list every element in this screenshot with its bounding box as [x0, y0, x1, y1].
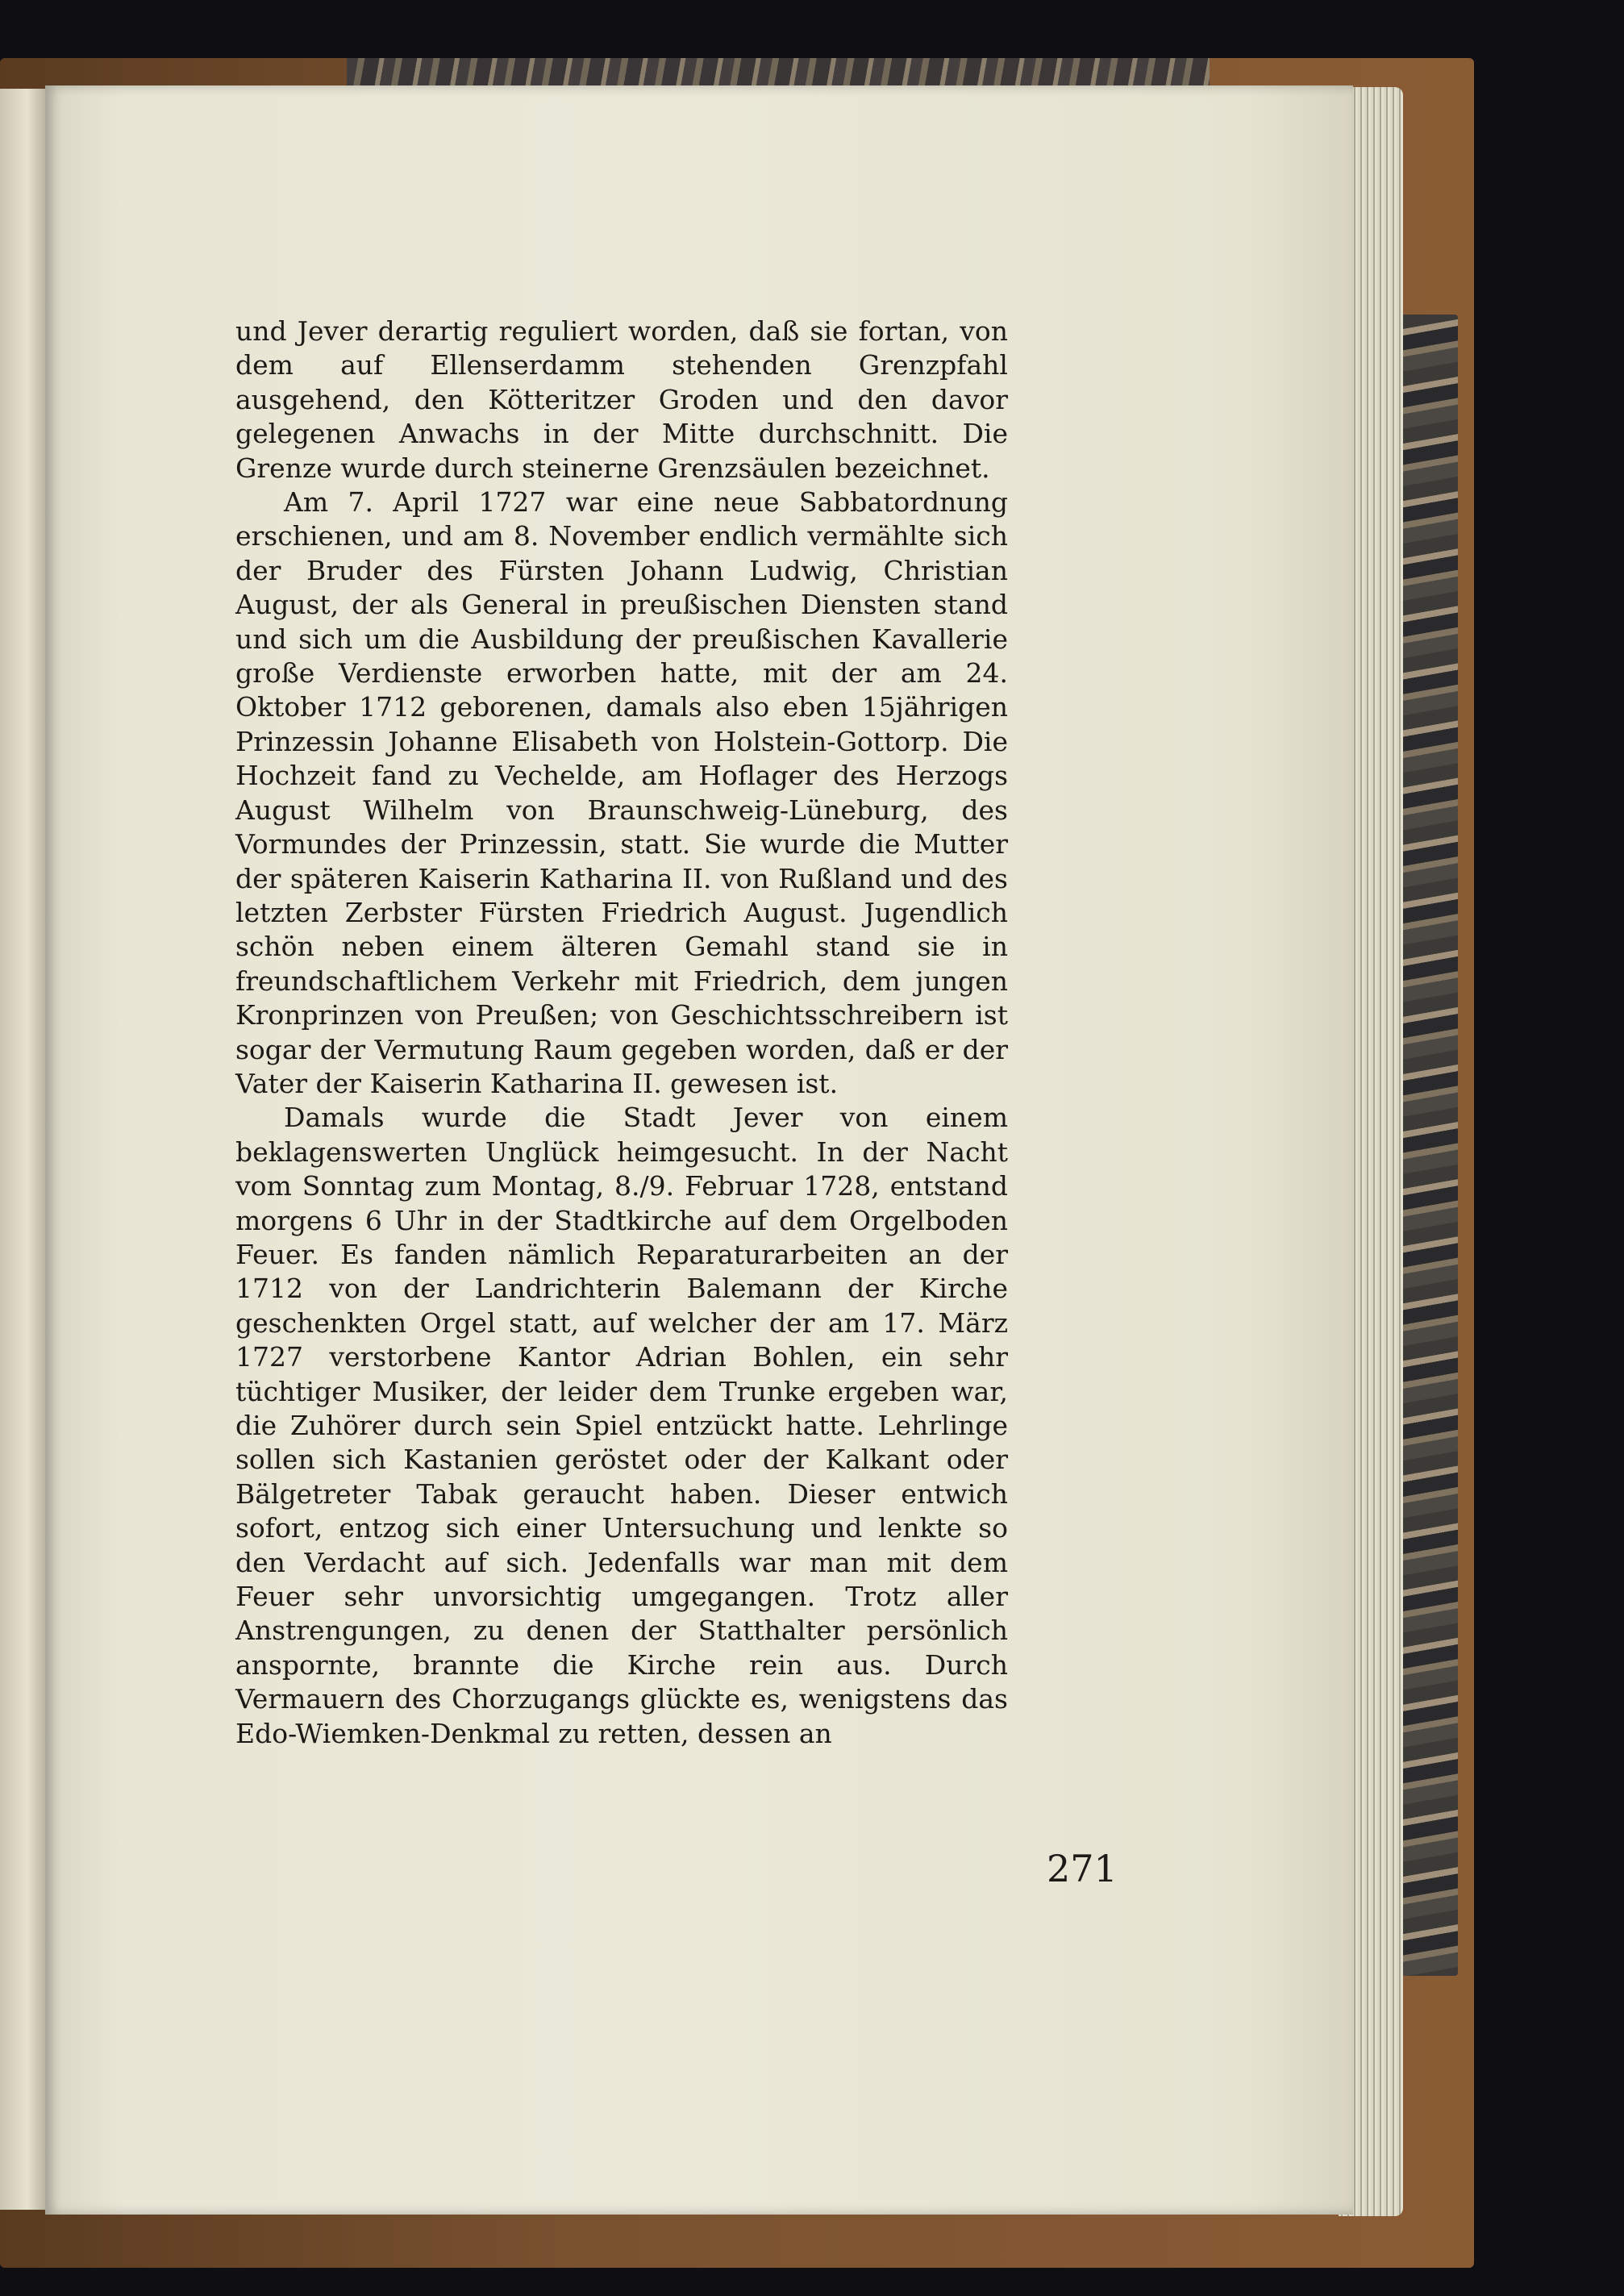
marbled-board-edge [1401, 315, 1458, 1976]
page-number: 271 [1047, 1847, 1118, 1890]
paragraph: Am 7. April 1727 war eine neue Sabbatordnung erschienen, und am 8. November endlich vermählte sich der Bruder des Fürsten Johann Ludwig, Christian August, der als General in preußischen Diensten stand und sich um die Ausbildung der preußischen Kavallerie große Verdienste erworben hatte, mit der am 24. Oktober 1712 geborenen, damals also eben 15jährigen Prinzessin Johanne Elisabeth von Holstein-Gottorp. Die Hochzeit fand zu Vechelde, am Hoflager des Herzogs August Wilhelm von Braunschweig-Lüneburg, des Vormundes der Prinzessin, statt. Sie wurde die Mutter der späteren Kaiserin Katharina II. von Rußland und des letzten Zerbster Fürsten Friedrich August. Jugendlich schön neben einem älteren Gemahl stand sie in freundschaftlichem Verkehr mit Friedrich, dem jungen Kronprinzen von Preußen; von Geschichtsschreibern ist sogar der Vermutung Raum gegeben worden, daß er der Vater der Kaiserin Katharina II. gewesen ist. [235, 486, 1008, 1099]
left-page-edge [0, 89, 45, 2210]
body-text [235, 315, 1008, 1751]
paragraph: Damals wurde die Stadt Jever von einem beklagenswerten Unglück heimgesucht. In der Nacht vom Sonntag zum Montag, 8./9. Februar 1728, entstand morgens 6 Uhr in der Stadtkirche auf dem Orgelboden Feuer. Es fanden nämlich Reparaturarbeiten an der 1712 von der Landrichterin Balemann der Kirche geschenkten Orgel statt, auf welcher der am 17. März 1727 verstorbene Kantor Adrian Bohlen, ein sehr tüchtiger Musiker, der leider dem Trunke ergeben war, die Zuhörer durch sein Spiel entzückt hatte. Lehrlinge sollen sich Kastanien geröstet oder der Kalkant oder Bälgetreter Tabak geraucht haben. Dieser entwich sofort, entzog sich einer Untersuchung und lenkte so den Verdacht auf sich. Jedenfalls war man mit dem Feuer sehr unvorsichtig umgegangen. Trotz aller Anstrengungen, zu denen der Statthalter persönlich anspornte, brannte die Kirche rein aus. Durch Vermauern des Chorzugangs glückte es, wenigstens das Edo-Wiemken-Denkmal zu retten, dessen an [235, 1102, 1008, 1749]
paragraph: und Jever derartig reguliert worden, daß sie fortan, von dem auf Ellenserdamm stehenden Grenzpfahl ausgehend, den Kötteritzer Groden und den davor gelegenen Anwachs in der Mitte durchschnitt. Die Grenze wurde durch steinerne Grenzsäulen bezeichnet. [235, 315, 1008, 484]
